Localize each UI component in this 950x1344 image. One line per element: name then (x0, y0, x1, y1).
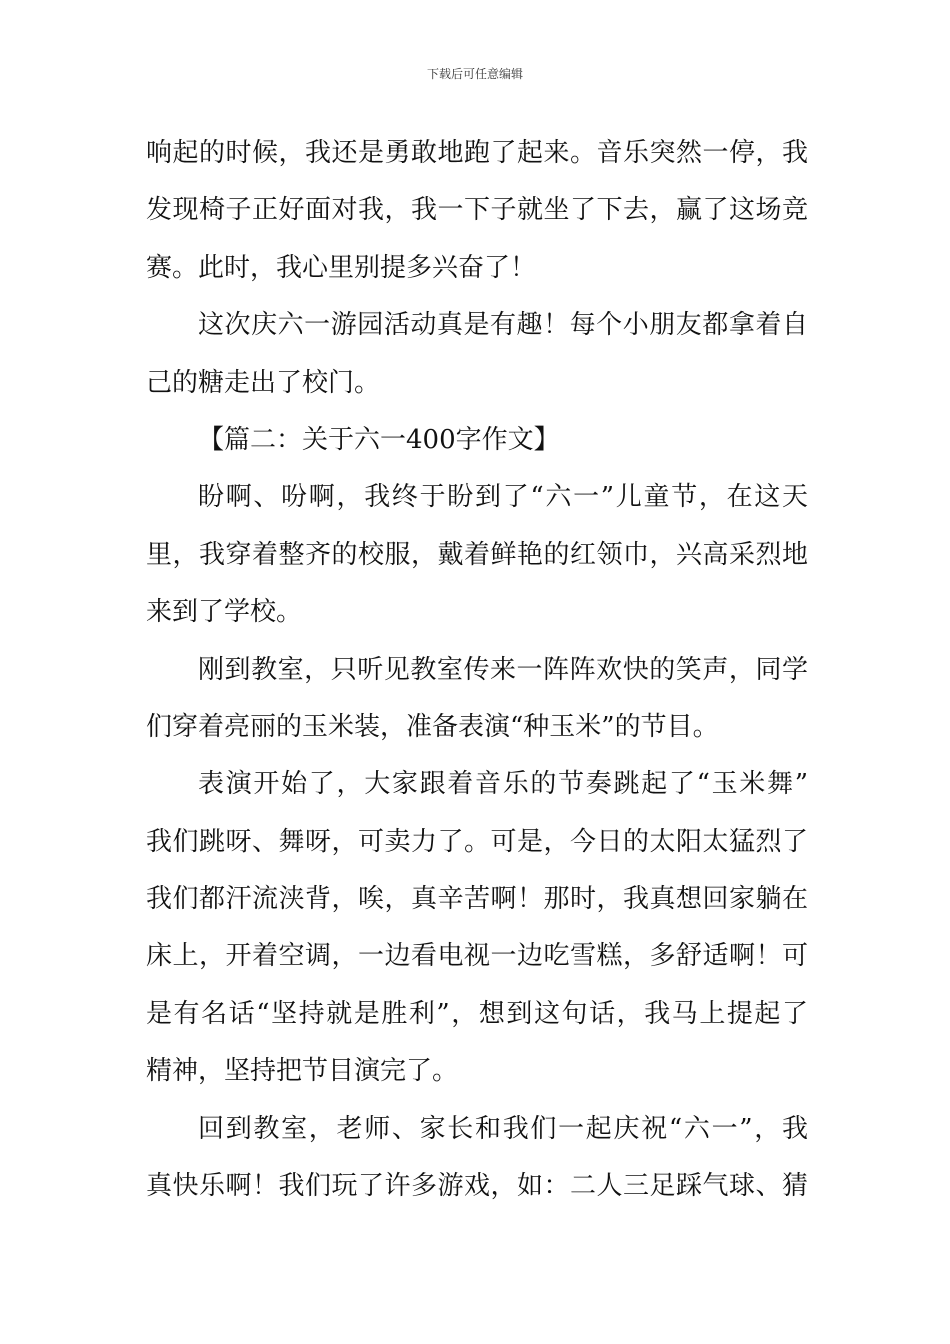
text-line: 回到教室，老师、家长和我们一起庆祝“六一”，我 (198, 1113, 808, 1144)
text-line: 来到了学校。 (146, 597, 303, 628)
text-line: 真快乐啊！我们玩了许多游戏，如：二人三足踩气球、猜 (146, 1171, 808, 1202)
text-line: 表演开始了，大家跟着音乐的节奏跳起了“玉米舞” (198, 769, 808, 800)
text-line: 响起的时候，我还是勇敢地跑了起来。音乐突然一停，我 (146, 138, 808, 168)
text-line: 是有名话“坚持就是胜利”，想到这句话，我马上提起了 (146, 998, 808, 1029)
text-line: 我们都汗流浃背，唉，真辛苦啊！那时，我真想回家躺在 (146, 884, 808, 915)
text-line: 们穿着亮丽的玉米装，准备表演“种玉米”的节目。 (146, 711, 719, 742)
section-heading: 【篇二：关于六一400字作文】 (198, 424, 560, 455)
text-line: 己的糖走出了校门。 (146, 367, 381, 398)
text-line: 精神，坚持把节目演完了。 (146, 1056, 459, 1087)
text-line: 我们跳呀、舞呀，可卖力了。可是，今日的太阳太猛烈了 (146, 826, 808, 857)
page-header: 下载后可任意编辑 (426, 67, 523, 81)
text-line: 里，我穿着整齐的校服，戴着鲜艳的红领巾，兴高采烈地 (146, 539, 808, 570)
text-line: 床上，开着空调，一边看电视一边吃雪糕，多舒适啊！可 (146, 941, 808, 972)
text-line: 盼啊、吩啊，我终于盼到了“六一”儿童节，在这天 (198, 482, 808, 513)
document-body (146, 125, 808, 1215)
text-line: 赛。此时，我心里别提多兴奋了！ (146, 252, 537, 283)
text-line: 发现椅子正好面对我，我一下子就坐了下去，赢了这场竞 (146, 195, 808, 226)
text-line: 这次庆六一游园活动真是有趣！每个小朋友都拿着自 (198, 310, 808, 341)
text-line: 刚到教室，只听见教室传来一阵阵欢快的笑声，同学 (198, 654, 808, 685)
